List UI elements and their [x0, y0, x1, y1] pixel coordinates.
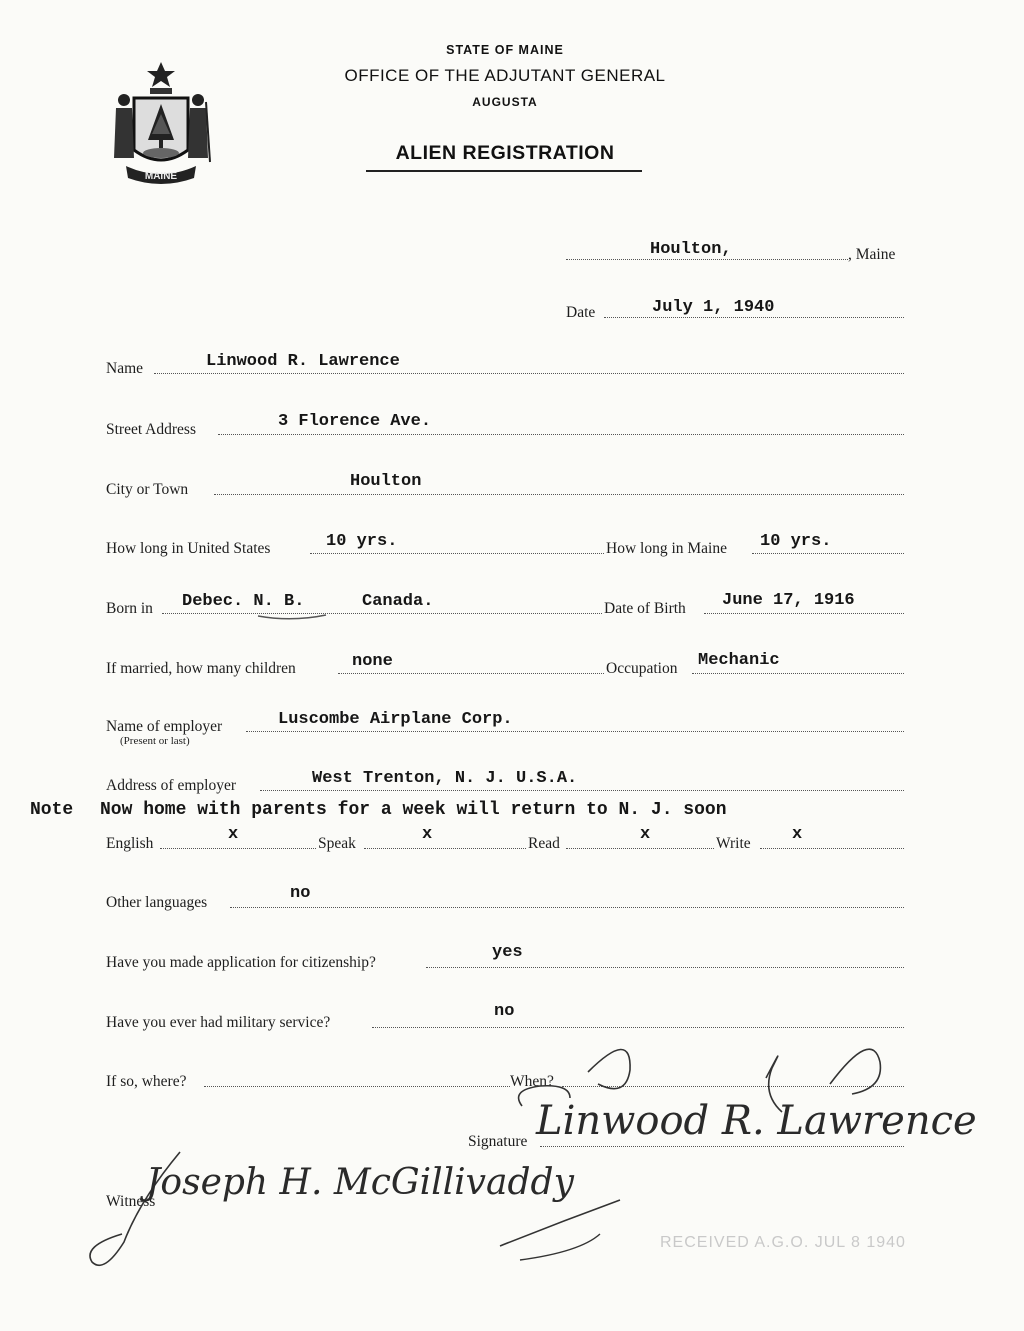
born-in-country: Canada. [362, 592, 434, 611]
citizenship-label: Have you made application for citizenship? [106, 954, 376, 971]
children-label: If married, how many children [106, 660, 296, 677]
name-label: Name [106, 360, 144, 377]
employer-address-value: West Trenton, N. J. U.S.A. [312, 769, 578, 788]
other-languages-line [230, 907, 904, 908]
english-value: x [228, 825, 239, 844]
page-title: ALIEN REGISTRATION [395, 142, 615, 164]
street-label: Street Address [106, 421, 196, 438]
employer-address-line [260, 790, 904, 791]
date-line [604, 317, 904, 318]
read-line [566, 848, 714, 849]
state-seal [108, 58, 214, 188]
maine-duration-line [752, 553, 904, 554]
born-in-label: Born in [106, 600, 153, 617]
name-value: Linwood R. Lawrence [206, 352, 400, 371]
speak-label: Speak [318, 835, 356, 852]
read-label: Read [528, 835, 560, 852]
date-value: July 1, 1940 [652, 298, 775, 317]
dob-line [704, 613, 904, 614]
other-languages-value: no [290, 884, 311, 903]
dob-value: June 17, 1916 [722, 591, 855, 610]
street-value: 3 Florence Ave. [278, 412, 432, 431]
street-line [218, 434, 904, 435]
speak-line [364, 848, 526, 849]
us-duration-line [310, 553, 604, 554]
employer-value: Luscombe Airplane Corp. [278, 710, 513, 729]
english-label: English [106, 835, 154, 852]
dob-label: Date of Birth [604, 600, 686, 617]
handwritten-underline [256, 612, 328, 622]
header-office: OFFICE OF THE ADJUTANT GENERAL [344, 66, 666, 85]
us-duration-label: How long in United States [106, 540, 271, 557]
signature-value: Linwood R. Lawrence [536, 1098, 977, 1144]
maine-duration-value: 10 yrs. [760, 532, 832, 551]
read-value: x [640, 825, 651, 844]
note-label: Note [30, 800, 74, 820]
military-value: no [494, 1002, 515, 1021]
write-value: x [792, 825, 803, 844]
date-label: Date [566, 304, 596, 321]
born-in-value: Debec. N. B. [182, 592, 305, 611]
witness-label: Witness [106, 1193, 156, 1210]
speak-value: x [422, 825, 433, 844]
occupation-value: Mechanic [698, 651, 780, 670]
write-line [760, 848, 904, 849]
military-label: Have you ever had military service? [106, 1014, 331, 1031]
witness-flourish [80, 1130, 640, 1280]
city-value: Houlton [350, 472, 422, 491]
name-line [154, 373, 904, 374]
children-value: none [352, 652, 393, 671]
when-label: When? [510, 1073, 554, 1090]
children-line [338, 673, 604, 674]
write-label: Write [716, 835, 751, 852]
header-state: STATE OF MAINE [446, 43, 564, 57]
employer-sublabel: (Present or last) [120, 735, 190, 747]
us-duration-value: 10 yrs. [326, 532, 398, 551]
witness-value: Joseph H. McGillivaddy [146, 1162, 574, 1203]
seal-text: MAINE [144, 171, 178, 182]
occupation-line [692, 673, 904, 674]
place-suffix: , Maine [848, 246, 896, 263]
english-line [160, 848, 316, 849]
employer-address-label: Address of employer [106, 777, 236, 794]
occupation-label: Occupation [606, 660, 678, 677]
citizenship-line [426, 967, 904, 968]
maine-duration-label: How long in Maine [606, 540, 727, 557]
where-line [204, 1086, 510, 1087]
born-in-line [162, 613, 602, 614]
other-languages-label: Other languages [106, 894, 208, 911]
where-label: If so, where? [106, 1073, 187, 1090]
received-stamp: RECEIVED A.G.O. JUL 8 1940 [660, 1234, 906, 1251]
signature-label: Signature [468, 1133, 528, 1150]
place-line [566, 259, 848, 260]
header-city: AUGUSTA [472, 95, 538, 109]
employer-line [246, 731, 904, 732]
employer-label: Name of employer [106, 718, 223, 735]
title-underline [366, 170, 642, 172]
note-value: Now home with parents for a week will return to N. J. soon [100, 800, 727, 820]
city-line [214, 494, 904, 495]
city-label: City or Town [106, 481, 189, 498]
place-value: Houlton, [650, 240, 732, 259]
citizenship-value: yes [492, 943, 523, 962]
